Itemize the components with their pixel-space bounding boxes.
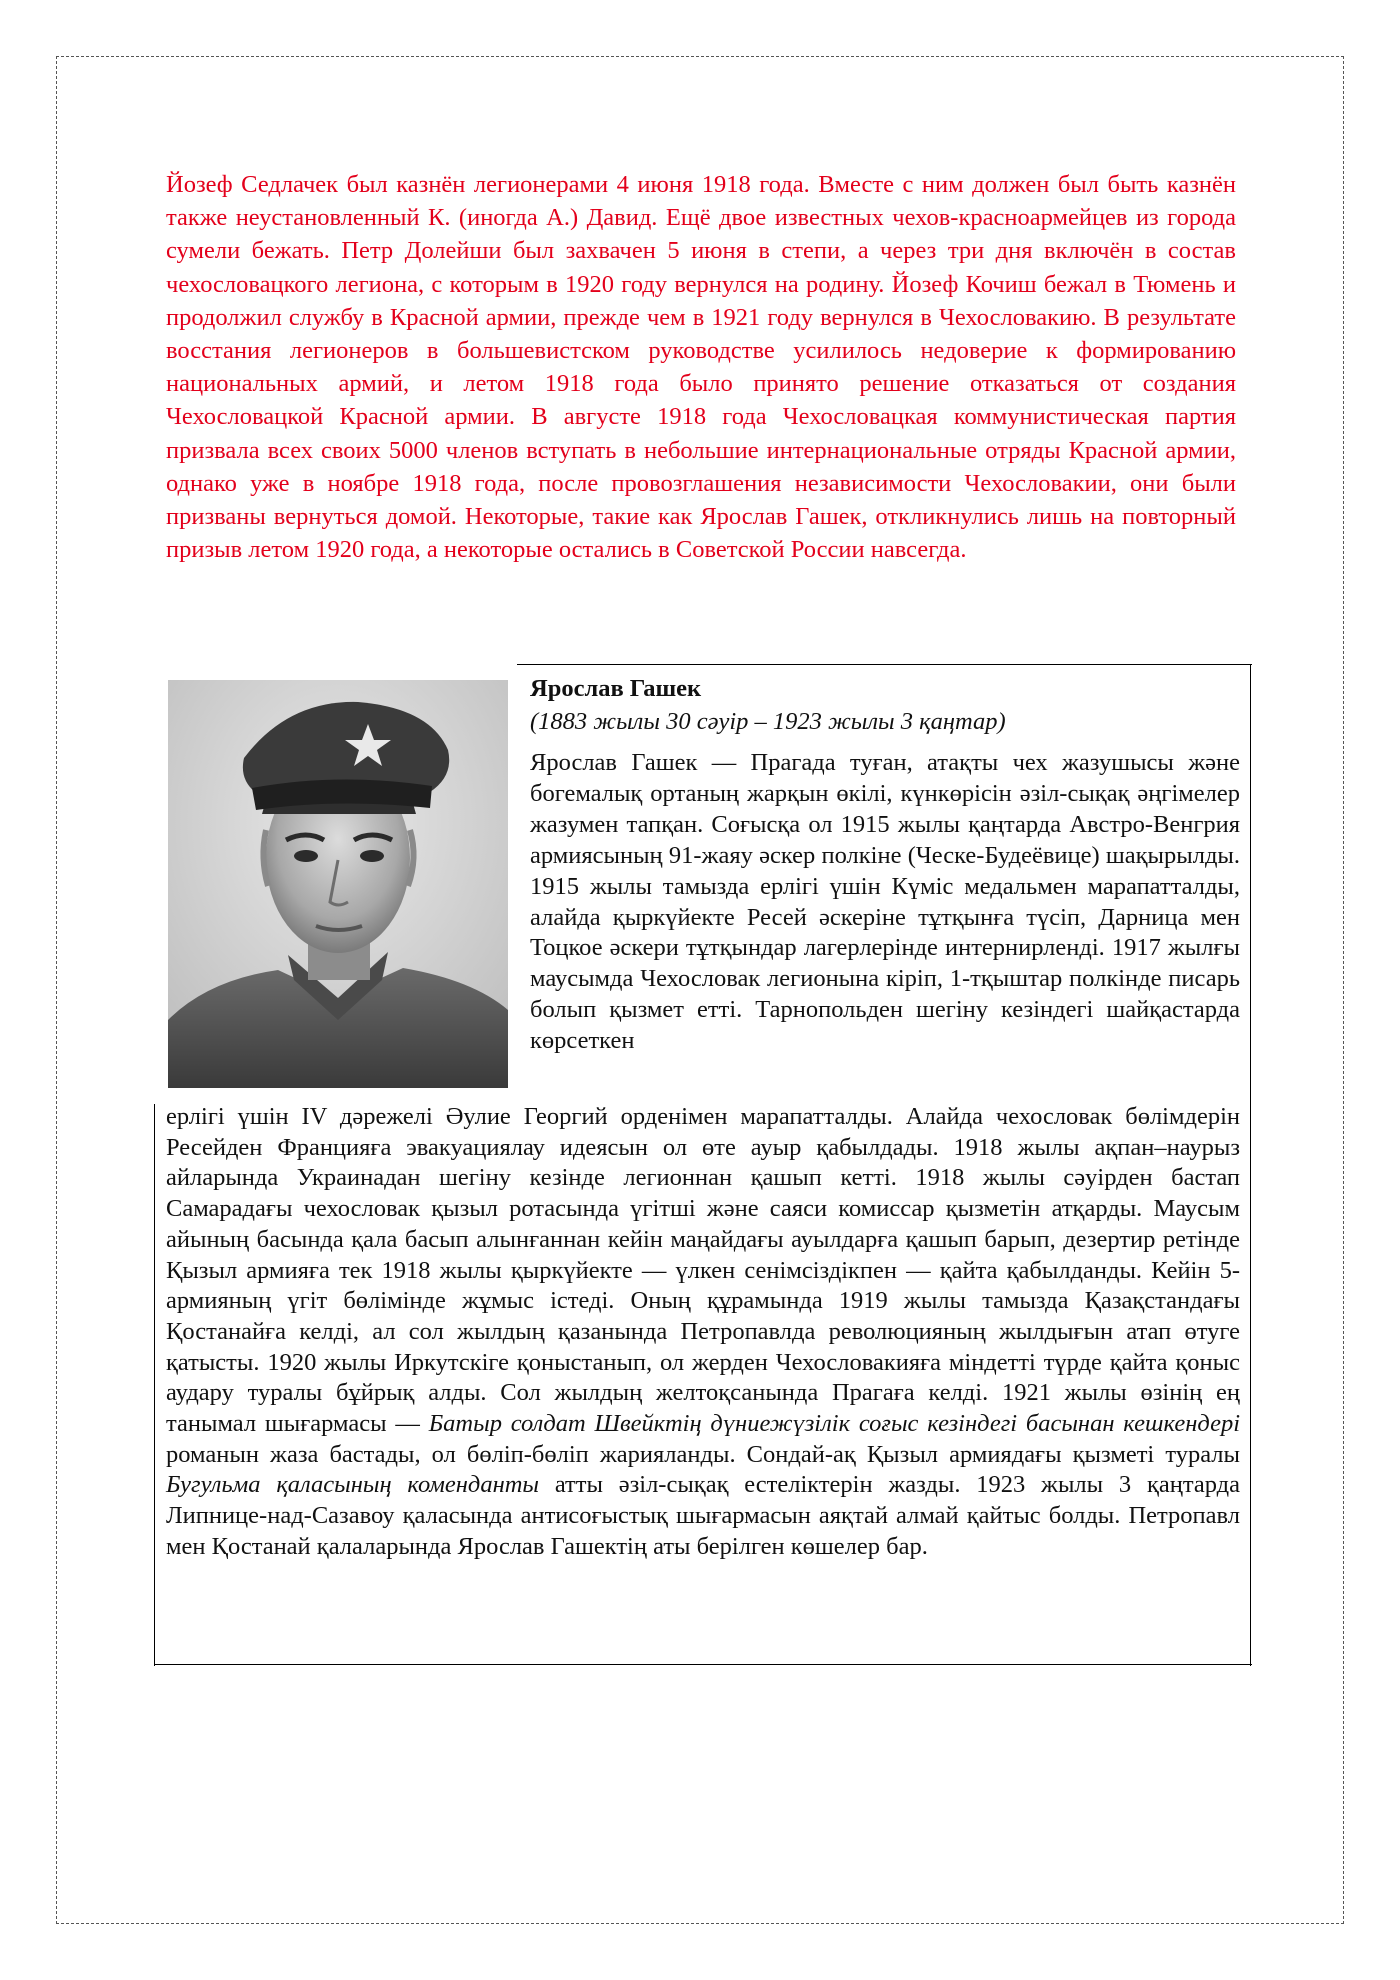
biography-box-bottom-border [154,1664,1252,1665]
biography-text-part-2: романын жаза бастады, ол бөліп-бөліп жарияланды. Сондай-ақ Қызыл армиядағы қызметі туралы [166,1440,1240,1468]
portrait-photo [168,680,508,1088]
biography-header [530,672,1240,738]
novel-title: Батыр солдат Швейктің дүниежүзілік соғыс кезіндегі басынан кешкендері [428,1410,1241,1438]
biography-box-left-border [154,1104,155,1666]
biography-text-part-3: атты әзіл-сықақ естеліктерін жазды. 1923 жылы 3 қаңтарда Липнице-над-Сазавоу қаласында антисоғыстық шығармасын аяқтай алмай қайтыс болды. Петропавл мен Қостанай қалаларында Ярослав Гашектің аты берілген көшелер бар. [166,1471,1240,1560]
biography-box-top-border [517,664,1252,665]
biography-text-beside-photo: Ярослав Гашек — Прагада туған, атақты чех жазушысы және богемалық ортаның жарқын өкілі, күнкөрісін әзіл-сықақ әңгімелер жазумен тапқан. Соғысқа ол 1915 жылы қаңтарда Австро-Венгрия армиясының 91-жаяу әскер полкіне (Ческе-Будеёвице) шақырылды. 1915 жылы тамызда ерлігі үшін Күміс медальмен марапатталды, алайда қыркүйекте Ресей әскеріне тұтқынға түсіп, Дарница мен Тоцкое әскери тұтқындар лагерлерінде интернирленді. 1917 жылғы маусымда Чехословак легионына кіріп, 1-тқыштар полкінде писарь болып қызмет етті. Тарнопольден шегіну кезіндегі шайқастарда көрсеткен [530,749,1240,1055]
memoir-title: Бугульма қаласының коменданты [166,1471,540,1499]
intro-paragraph: Йозеф Седлачек был казнён легионерами 4 июня 1918 года. Вместе с ним должен был быть казнён также неустановленный К. (иногда А.) Давид. Ещё двое известных чехов-красноармейцев из города сумели бежать. Петр Долейши был захвачен 5 июня в степи, а через три дня включён в состав чехословацкого легиона, с которым в 1920 году вернулся на родину. Йозеф Кочиш бежал в Тюмень и продолжил службу в Красной армии, прежде чем в 1921 году вернулся в Чехословакию. В результате восстания легионеров в большевистском руководстве усилилось недоверие к формированию национальных армий, и летом 1918 года было принято решение отказаться от создания Чехословацкой Красной армии. В августе 1918 года Чехословацкая коммунистическая партия призвала всех своих 5000 членов вступать в небольшие интернациональные отряды Красной армии, однако уже в ноябре 1918 года, после провозглашения независимости Чехословакии, они были призваны вернуться домой. Некоторые, такие как Ярослав Гашек, откликнулись лишь на повторный призыв летом 1920 года, а некоторые остались в Советской России навсегда. [166,171,1236,564]
biography-name: Ярослав Гашек [530,675,702,702]
biography-dates: (1883 жылы 30 сәуір – 1923 жылы 3 қаңтар) [530,708,1006,735]
biography-text-part-1: ерлігі үшін IV дәрежелі Әулие Георгий орденімен марапатталды. Алайда чехословак бөлімдерін Ресейден Францияға эвакуациялау идеясын ол өте ауыр қабылдады. 1918 жылы ақпан–наурыз айларында Украинадан шегіну кезінде легионнан қашып кетті. 1918 жылы сәуірден бастап Самарадағы чехословак қызыл ротасында үгітші және саяси комиссар қызметін атқарды. Маусым айының басында қала басып алынғаннан кейін маңайдағы ауылдарға қашып барып, дезертир ретінде Қызыл армияға тек 1918 жылы қыркүйекте — үлкен сенімсіздікпен — қайта қабылданды. Кейін 5-армияның үгіт бөлімінде жұмыс істеді. Оның құрамында 1919 жылы тамызда Қазақстандағы Қостанайға келді, ал сол жылдың қазанында Петропавлда революцияның жылдығын атап өтуге қатысты. 1920 жылы Иркутскіге қоныстанып, ол жерден Чехословакияға міндетті түрде қайта қоныс аудару туралы бұйрық алды. Сол жылдың желтоқсанында Прагаға келді. 1921 жылы өзінің ең танымал шығармасы — [166,1103,1240,1438]
biography-text-below-photo [166,1102,1240,1563]
biography-box-right-border [1250,664,1251,1666]
